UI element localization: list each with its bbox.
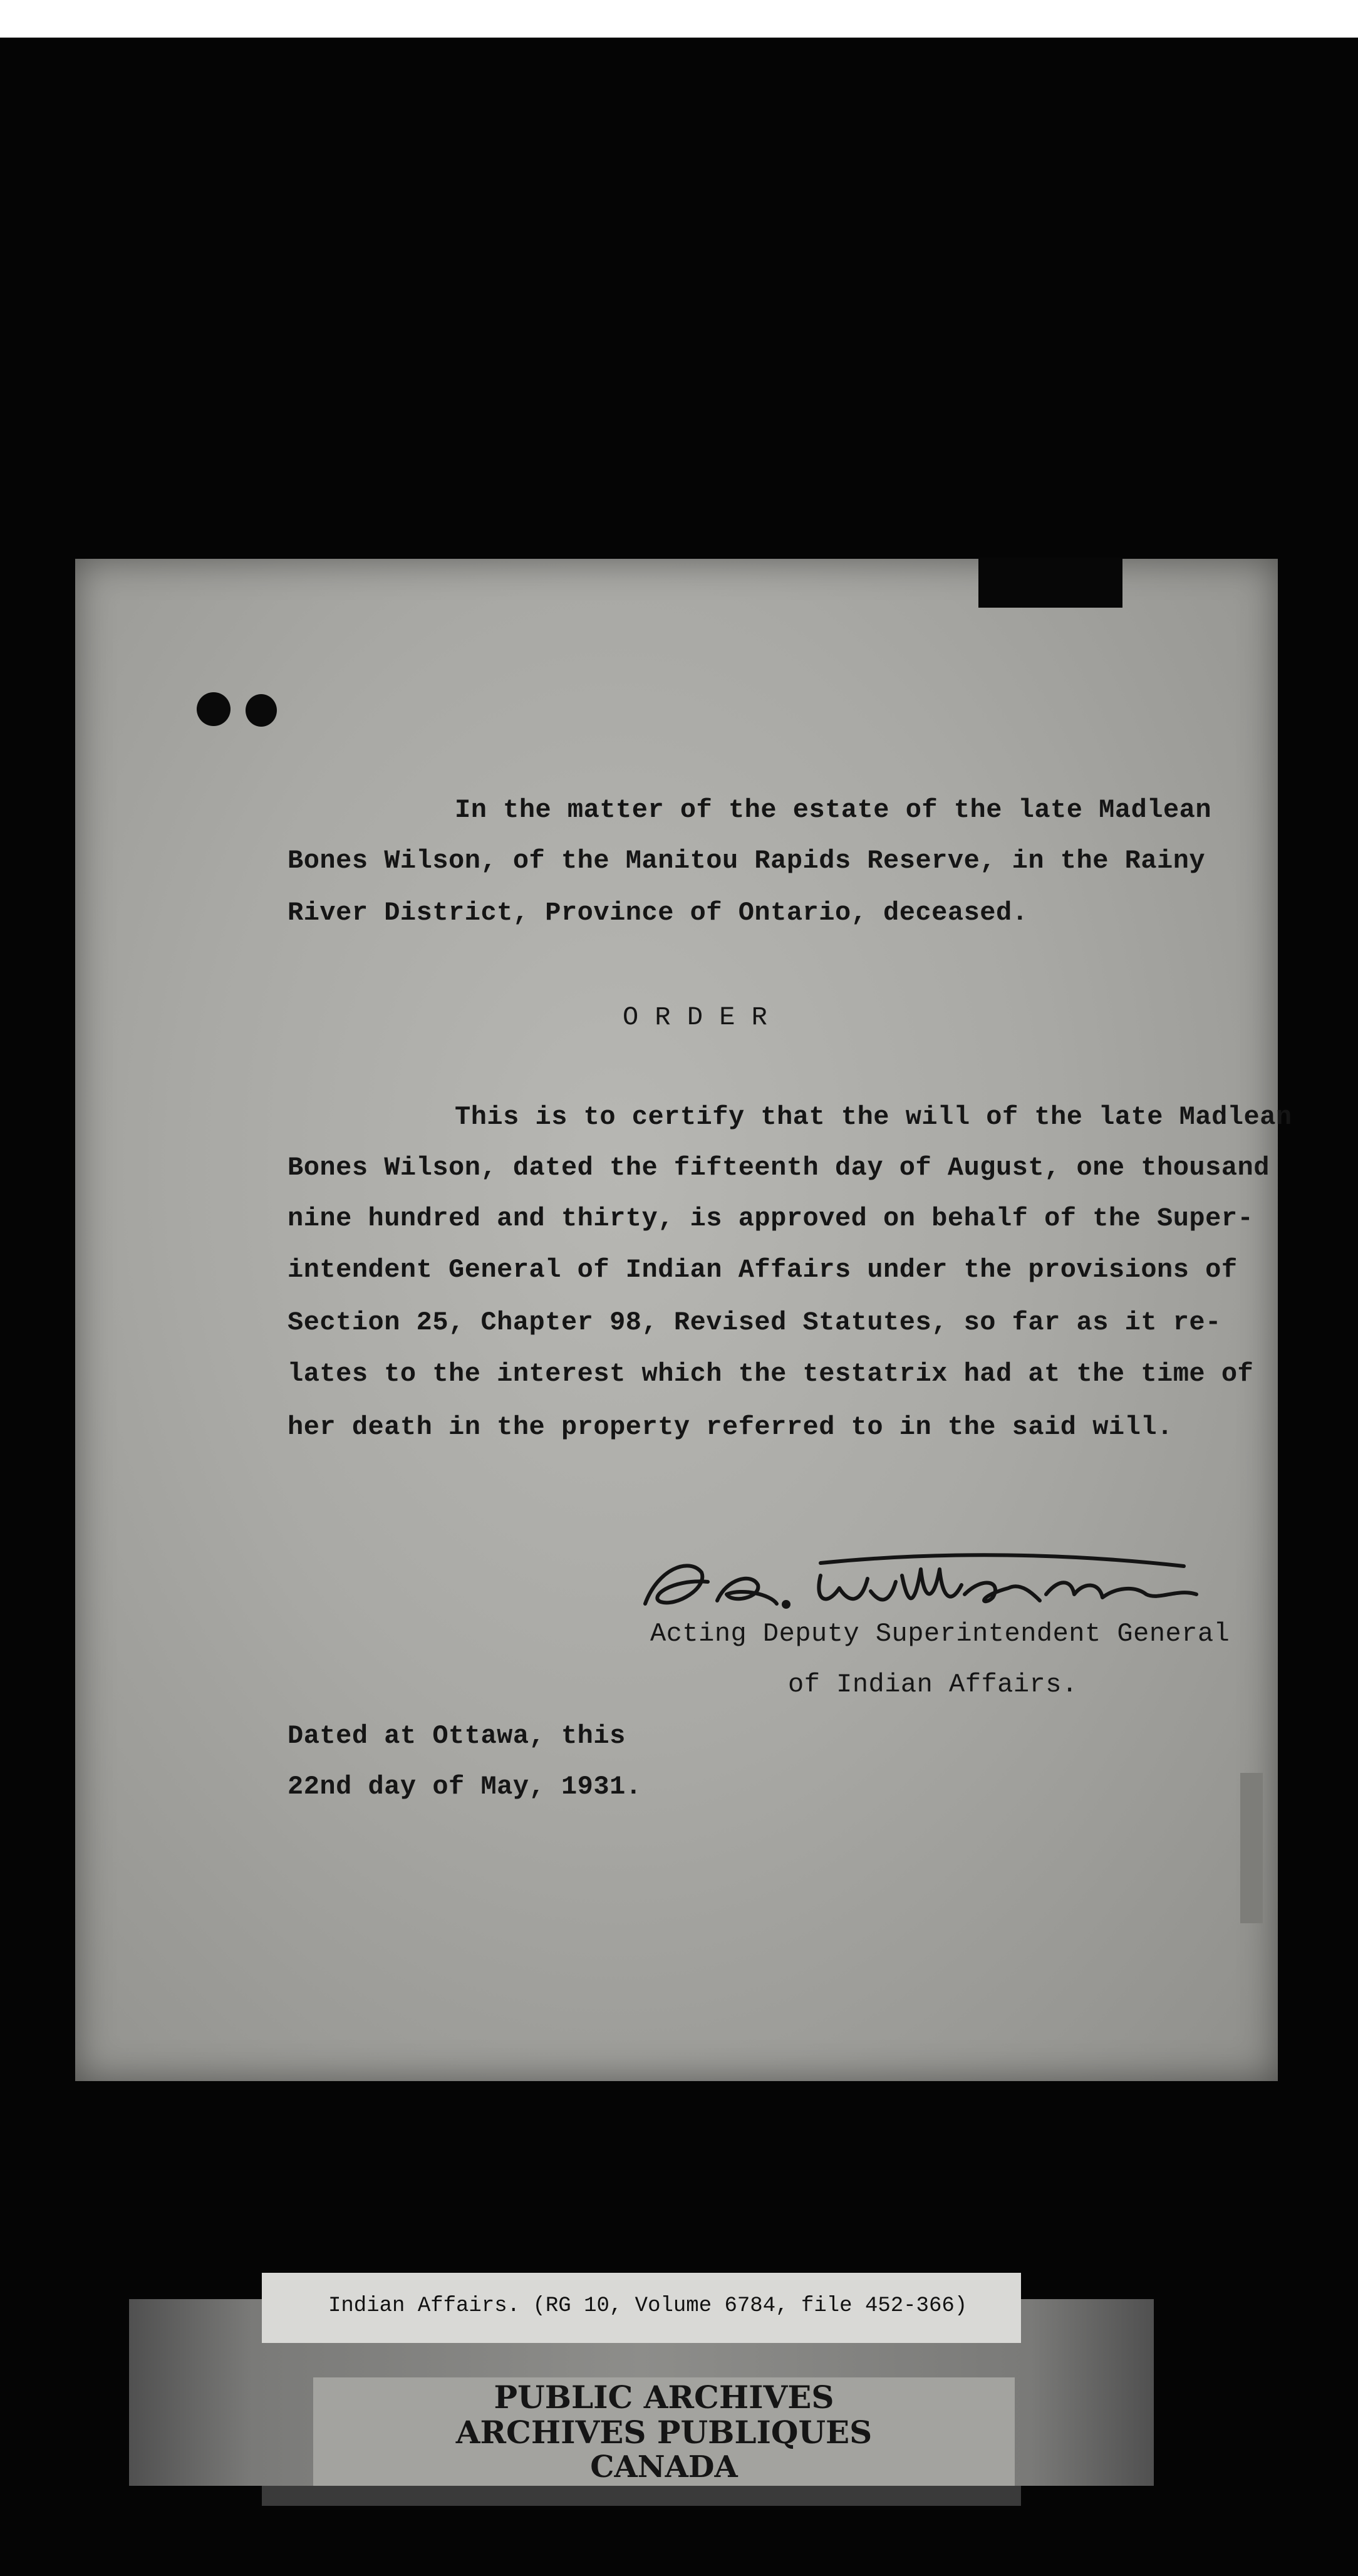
archive-reference-label: Indian Affairs. (RG 10, Volume 6784, file 452-366) (328, 2294, 968, 2318)
order-title: O R D E R (623, 1002, 768, 1032)
body-line-6: lates to the interest which the testatrix had at the time of (288, 1359, 1254, 1389)
body-line-3: nine hundred and thirty, is approved on behalf of the Super- (288, 1203, 1254, 1233)
body-line-5: Section 25, Chapter 98, Revised Statutes, so far as it re- (288, 1307, 1221, 1337)
handwritten-signature (633, 1544, 1253, 1619)
body-line-2: Bones Wilson, dated the fifteenth day of August, one thousand (288, 1153, 1270, 1183)
stamp-line-public-archives: PUBLIC ARCHIVES (494, 2379, 834, 2416)
paper-edge-strip (1240, 1773, 1263, 1923)
punch-hole (197, 692, 231, 726)
body-line-4: intendent General of Indian Affairs under the provisions of (288, 1255, 1238, 1285)
body-line-1: This is to certify that the will of the late Madlean (455, 1102, 1292, 1132)
stamp-line-canada: CANADA (590, 2449, 738, 2485)
heading-line-2: Bones Wilson, of the Manitou Rapids Reserve, in the Rainy (288, 846, 1206, 876)
dated-line-1: Dated at Ottawa, this (288, 1721, 626, 1751)
signatory-title-line-2: of Indian Affairs. (788, 1670, 1078, 1700)
heading-line-1: In the matter of the estate of the late Madlean (455, 795, 1212, 825)
stamp-line-archives-publiques: ARCHIVES PUBLIQUES (455, 2414, 873, 2451)
heading-line-3: River District, Province of Ontario, deceased. (288, 898, 1029, 928)
stamp-bottom-edge (262, 2486, 1021, 2506)
punch-hole (246, 694, 277, 727)
paper-tab-shadow (978, 558, 1122, 608)
body-line-7: her death in the property referred to in the said will. (288, 1412, 1173, 1442)
dated-line-2: 22nd day of May, 1931. (288, 1772, 642, 1802)
signatory-title-line-1: Acting Deputy Superintendent General (650, 1619, 1230, 1649)
